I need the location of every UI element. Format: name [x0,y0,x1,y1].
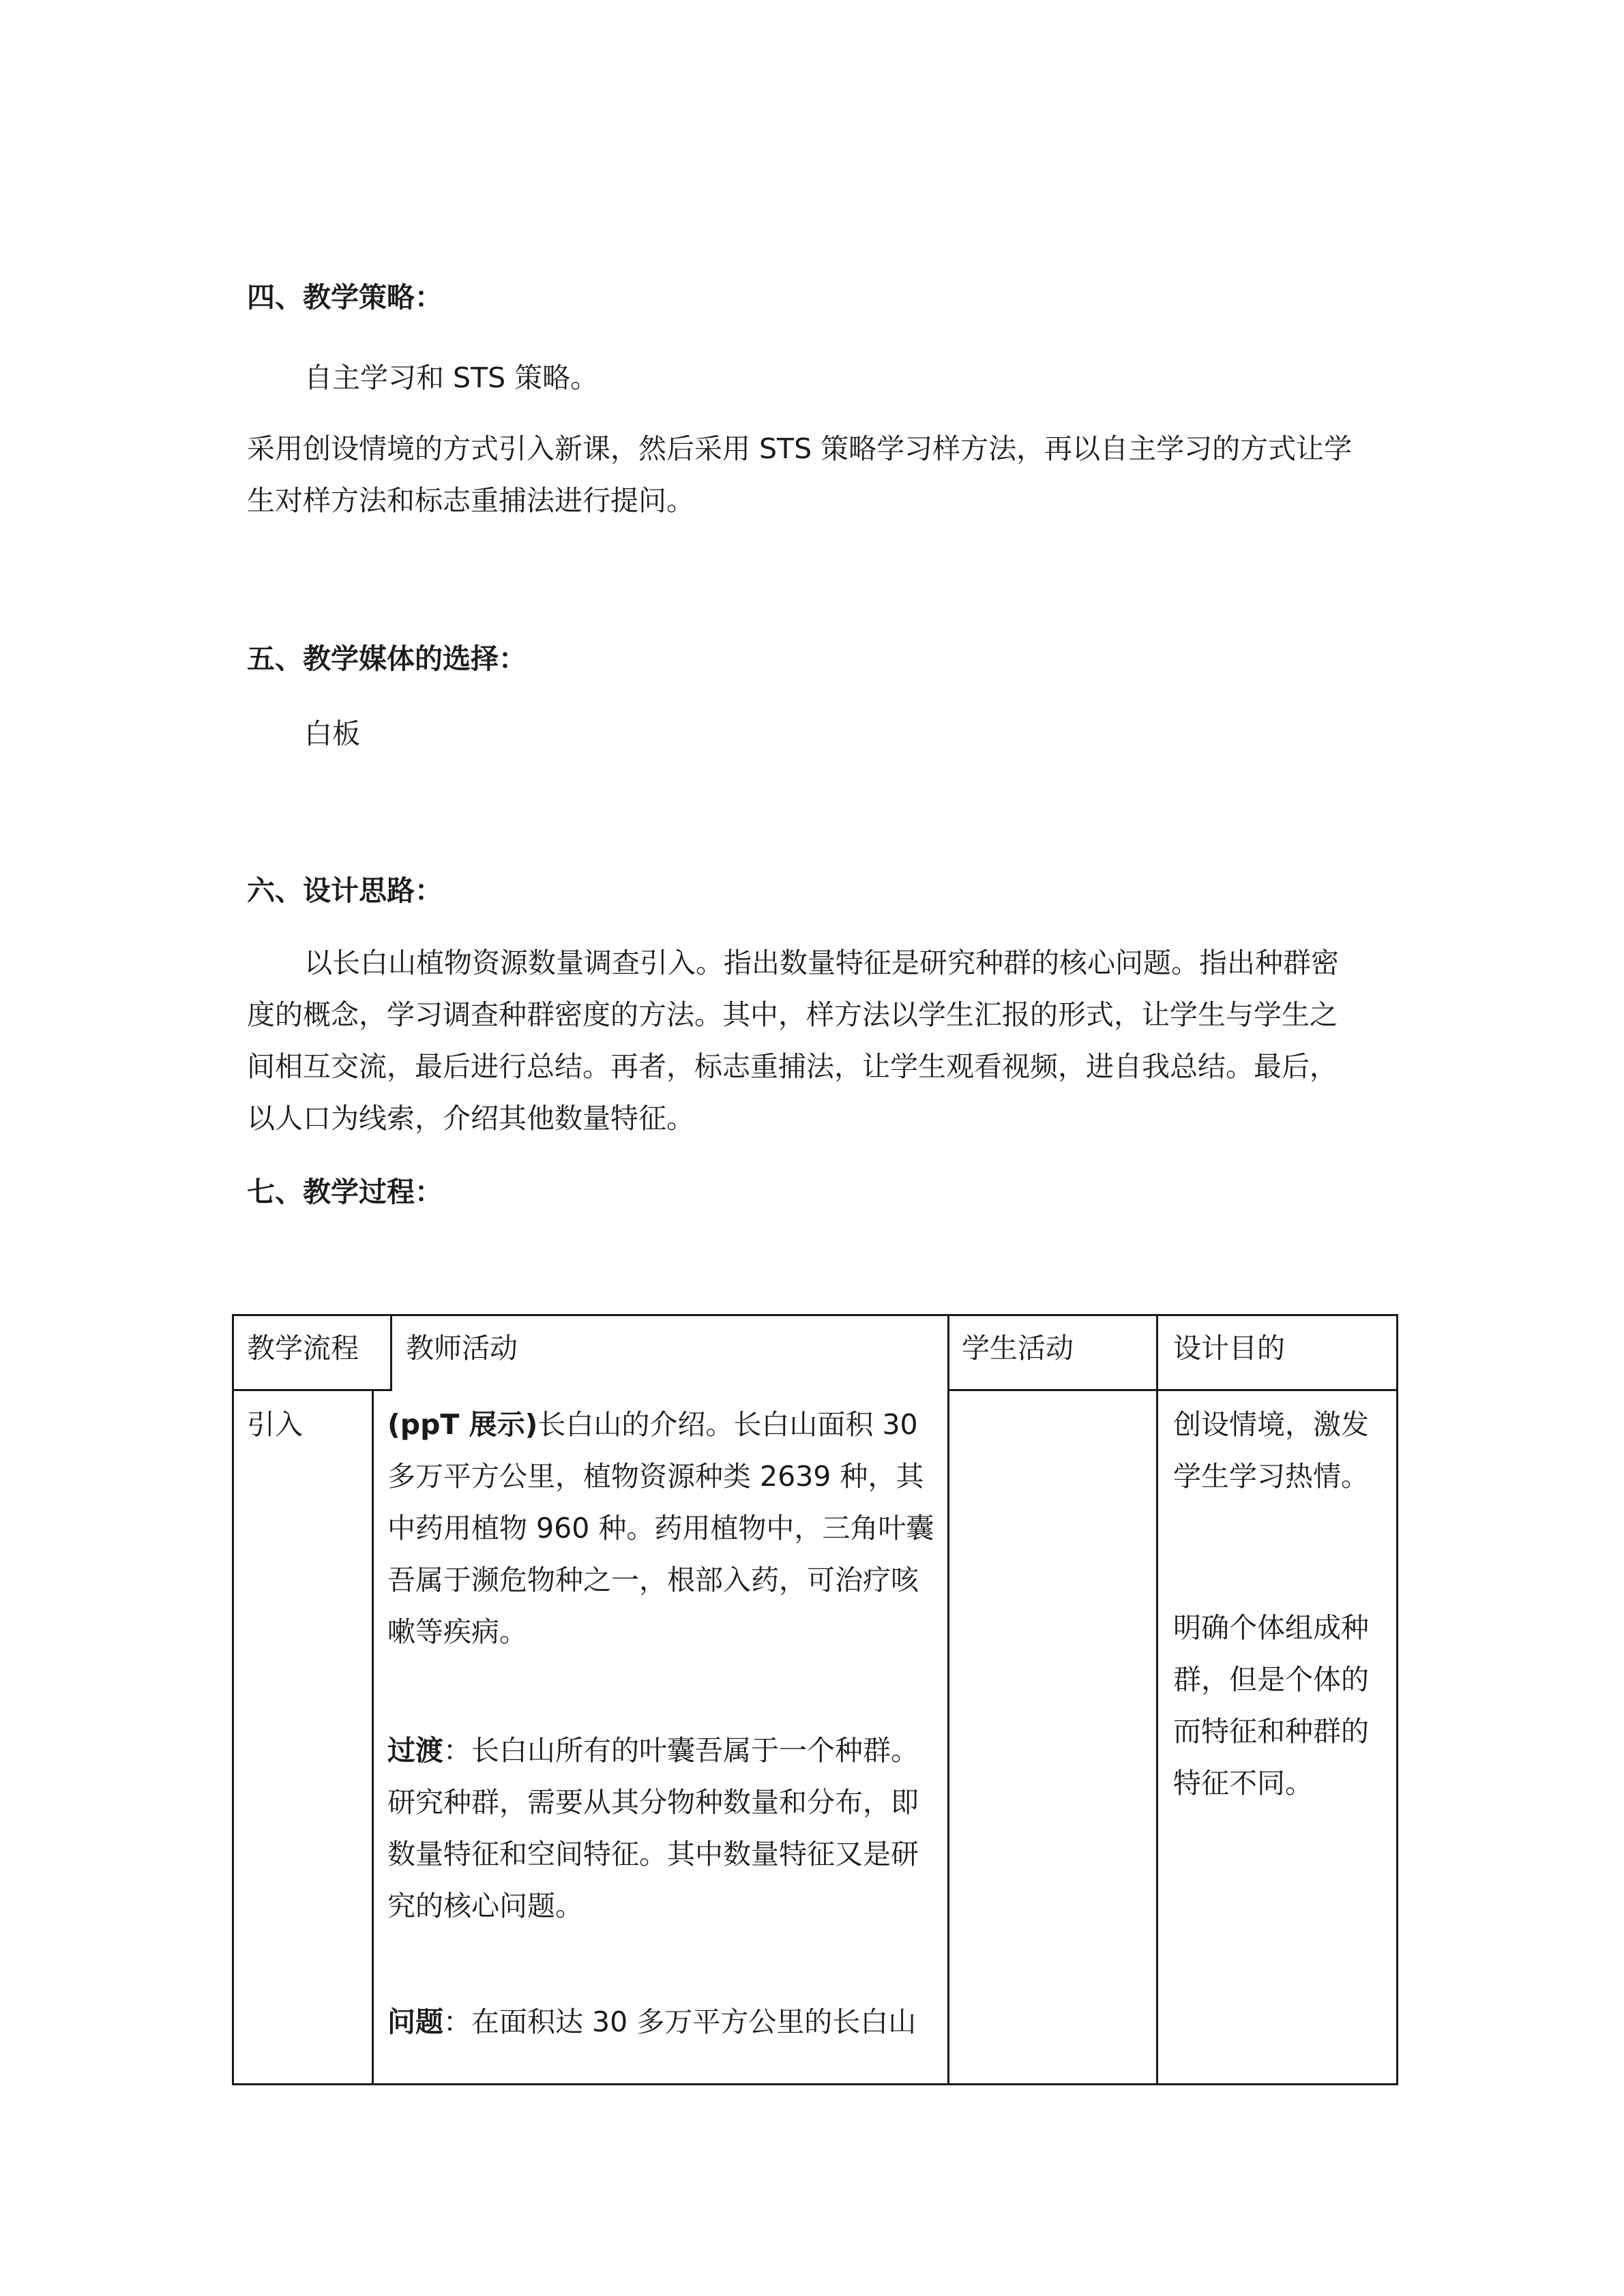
design-line-3: 间相互交流，最后进行总结。再者，标志重捕法，让学生观看视频，进自我总结。最后， [247,1050,1338,1083]
ppt-label: (ppT 展示) [387,1408,538,1441]
heading-teaching-process: 七、教学过程： [247,1176,443,1208]
table-col-divider-body-1 [372,1389,374,2085]
table-col-divider-3 [1156,1314,1158,2085]
heading-teaching-strategy: 四、教学策略： [247,281,443,314]
purpose2-line-1: 明确个体组成种 [1173,1611,1369,1644]
teacher-block1-line-5: 嗽等疾病。 [387,1615,527,1648]
heading-teaching-media: 五、教学媒体的选择： [247,642,527,675]
purpose-block-2 [1173,1602,1369,1809]
design-line-1: 以长白山植物资源数量调查引入。指出数量特征是研究种群的核心问题。指出种群密 [304,946,1339,979]
heading-design-idea: 六、设计思路： [247,874,443,907]
purpose2-line-4: 特征不同。 [1173,1767,1313,1800]
header-student-activity: 学生活动 [962,1332,1074,1365]
purpose2-line-2: 群，但是个体的 [1173,1663,1369,1696]
teacher-block2-line-3: 数量特征和空间特征。其中数量特征又是研 [387,1838,919,1870]
table-col-divider-2 [947,1314,949,2085]
teacher-block1-line-3: 中药用植物 960 种。药用植物中，三角叶囊 [387,1512,934,1545]
question-label: 问题 [387,2006,443,2038]
table-header-divider-right [947,1389,1398,1391]
purpose1-line-1: 创设情境，激发 [1173,1408,1369,1441]
strategy-line-1: 采用创设情境的方式引入新课，然后采用 STS 策略学习样方法，再以自主学习的方式让学 [247,432,1353,465]
purpose1-line-2: 学生学习热情。 [1173,1460,1369,1493]
teacher-block-transition [387,1725,919,1932]
header-stage: 教学流程 [247,1332,359,1365]
teacher-block1-line-2: 多万平方公里，植物资源种类 2639 种，其 [387,1460,924,1493]
strategy-summary: 自主学习和 STS 策略。 [304,361,599,394]
header-teacher-activity: 教师活动 [406,1332,518,1365]
table-header-divider-col1 [232,1389,392,1391]
purpose2-line-3: 而特征和种群的 [1173,1715,1369,1748]
teacher-block-question [387,1996,916,2048]
teacher-block2-line-2: 研究种群，需要从其分物种数量和分布，即 [387,1786,919,1819]
teacher-block3-line-1: ：在面积达 30 多万平方公里的长白山 [443,2006,917,2038]
design-line-4: 以人口为线索，介绍其他数量特征。 [247,1102,694,1135]
table-col-divider-header-1 [390,1314,392,1389]
teaching-process-table [232,1314,1398,2085]
header-design-purpose: 设计目的 [1173,1332,1285,1365]
teacher-block2-line-4: 究的核心问题。 [387,1890,583,1922]
teacher-block1-line-1: 长白山的介绍。长白山面积 30 [537,1408,918,1441]
table-border-bottom [232,2083,1398,2085]
design-line-2: 度的概念，学习调查种群密度的方法。其中，样方法以学生汇报的形式，让学生与学生之 [247,998,1338,1031]
teacher-block-ppt [387,1399,934,1658]
design-paragraph [247,937,1372,1144]
table-border-left [232,1314,234,2085]
transition-label: 过渡 [387,1734,443,1767]
strategy-line-2: 生对样方法和标志重捕法进行提问。 [247,484,694,517]
table-border-top [232,1314,1398,1316]
strategy-paragraph [247,423,1372,526]
table-border-right [1396,1314,1398,2085]
teacher-block2-line-1: ：长白山所有的叶囊吾属于一个种群。 [443,1734,919,1767]
purpose-block-1 [1173,1399,1369,1502]
media-content: 白板 [304,717,360,750]
stage-cell: 引入 [247,1408,303,1441]
teacher-block1-line-4: 吾属于濒危物种之一，根部入药，可治疗咳 [387,1564,919,1596]
